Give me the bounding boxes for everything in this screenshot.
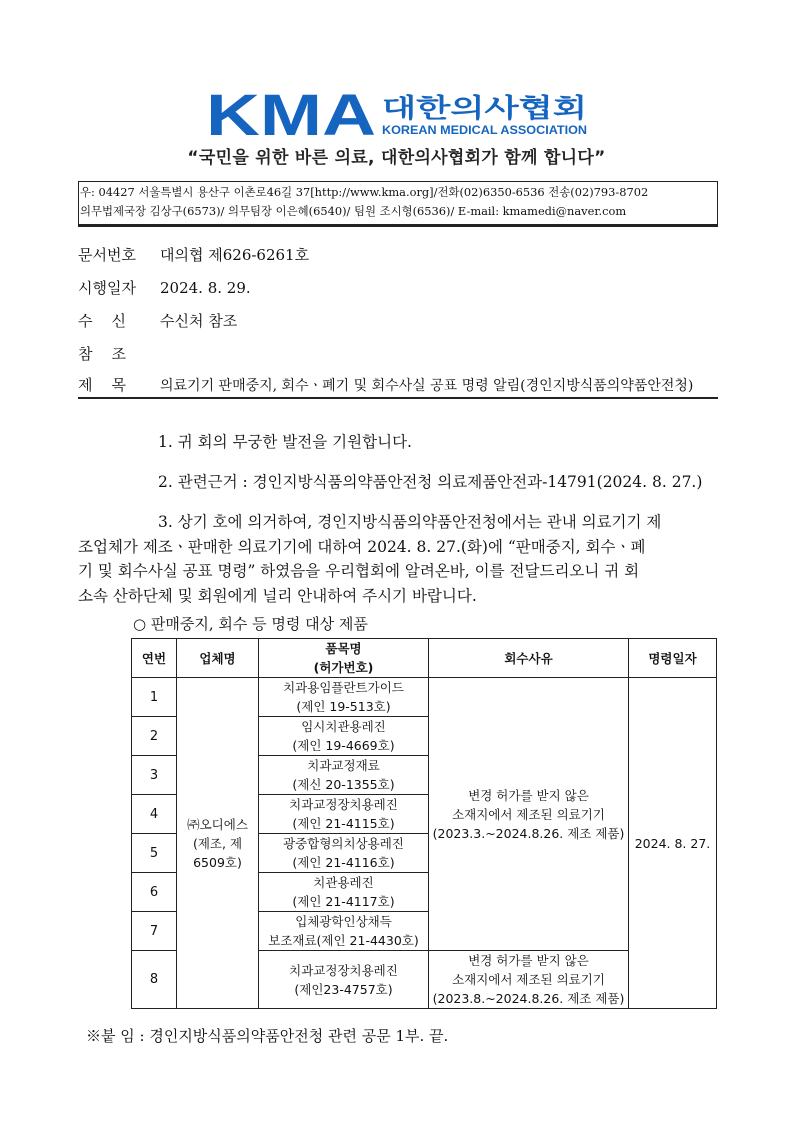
reference-label: 참 조 [78, 345, 127, 363]
recipient-row [78, 310, 237, 331]
address-box [78, 181, 718, 227]
header-product-permit: (허가번호) [313, 660, 374, 675]
order-date-cell: 2024. 8. 27. [629, 678, 717, 1009]
doc-number-row [78, 244, 309, 265]
row-number: 4 [132, 795, 177, 834]
reason-line: (2023.3.~2024.8.26. 제조 제품) [432, 825, 625, 841]
reason-line: 소재지에서 제조된 의료기기 [452, 806, 605, 822]
product-cell [259, 678, 429, 717]
reason-cell [429, 678, 629, 951]
product-cell [259, 795, 429, 834]
row-number: 8 [132, 951, 177, 1009]
address-line-1: 우: 04427 서울특별시 용산구 이촌로46길 37[http://www.kma.org]/전화(02)6350-6536 전송(02)793-8702 [80, 185, 649, 199]
issue-date-label: 시행일자 [78, 279, 136, 297]
product-permit: 보조재료(제인 21-4430호) [268, 933, 419, 948]
reason-line: 소재지에서 제조된 의료기기 [452, 972, 605, 987]
reason-line: (2023.8.~2024.8.26. 제조 제품) [432, 991, 625, 1006]
row-number: 5 [132, 834, 177, 873]
row-number: 7 [132, 912, 177, 951]
product-permit: (제인 21-4117호) [292, 894, 395, 909]
header-product [259, 639, 429, 678]
paragraph-3-line: 기 및 회수사실 공표 명령” 하였음을 우리협회에 알려온바, 이를 전달드리오니 귀 회 [78, 562, 640, 580]
reason-cell [429, 951, 629, 1009]
reason-line: 변경 허가를 받지 않은 [468, 953, 589, 968]
header-date: 명령일자 [629, 639, 717, 678]
paragraph-3-line: 3. 상기 호에 의거하여, 경인지방식품의약품안전청에서는 관내 의료기기 제 [158, 513, 662, 531]
product-permit: (제인 19-4669호) [292, 738, 395, 753]
subject-value: 의료기기 판매중지, 회수ㆍ폐기 및 회수사실 공표 명령 알림(경인지방식품의약품안전청) [160, 378, 694, 394]
product-permit: (제인23-4757호) [294, 981, 393, 997]
reason-line: 변경 허가를 받지 않은 [468, 787, 589, 803]
product-permit: (제인 21-4115호) [292, 816, 395, 831]
product-name: 치과교정재료 [307, 758, 380, 773]
kma-logo-graphic [206, 90, 591, 138]
subject-label: 제 목 [78, 376, 127, 394]
company-permit-line1: (제조, 제 [192, 835, 243, 851]
logo-name-en: KOREAN MEDICAL ASSOCIATION [382, 123, 587, 137]
product-name: 치관용레진 [313, 875, 374, 890]
company-name: ㈜오디에스 [187, 816, 248, 832]
product-name: 치과교정장치용레진 [289, 797, 398, 812]
address-line-2: 의무법제국장 김상구(6573)/ 의무팀장 이은혜(6540)/ 팀원 조시형(6536)/ E-mail: kmamedi@naver.com [80, 204, 627, 218]
recall-table [131, 638, 717, 1009]
doc-number-value: 대의협 제626-6261호 [160, 246, 310, 264]
subject-row [78, 374, 693, 395]
reference-row [78, 343, 160, 364]
paragraph-1: 1. 귀 회의 무궁한 발전을 기원합니다. [158, 433, 412, 451]
header-reason: 회수사유 [429, 639, 629, 678]
product-name: 임시치관용레진 [301, 719, 386, 734]
doc-number-label: 문서번호 [78, 246, 136, 264]
product-permit: (제신 20-1355호) [292, 777, 395, 792]
product-name: 입체광학인상채득 [295, 914, 392, 929]
company-cell [177, 678, 259, 1009]
recipient-value: 수신처 참조 [160, 312, 238, 330]
product-cell [259, 834, 429, 873]
product-cell [259, 912, 429, 951]
product-cell [259, 717, 429, 756]
product-name: 치과교정장치용레진 [289, 962, 398, 978]
row-number: 6 [132, 873, 177, 912]
product-permit: (제인 19-513호) [296, 699, 391, 714]
header-product-name: 품목명 [325, 641, 362, 656]
table-header-row [132, 639, 717, 678]
table-subheading: ○ 판매중지, 회수 등 명령 대상 제품 [133, 615, 368, 633]
slogan: “국민을 위한 바른 의료, 대한의사협회가 함께 합니다” [187, 148, 606, 168]
product-cell [259, 756, 429, 795]
logo-mark-text: KMA [206, 90, 376, 138]
company-permit-line2: 6509호) [193, 854, 242, 870]
table-row [132, 678, 717, 717]
subject-divider [78, 397, 718, 399]
header-no: 연번 [132, 639, 177, 678]
issue-date-value: 2024. 8. 29. [160, 279, 251, 297]
paragraph-2: 2. 관련근거 : 경인지방식품의약품안전청 의료제품안전과-14791(2024. 8. 27.) [158, 473, 703, 491]
attachment-note: ※붙 임 : 경인지방식품의약품안전청 관련 공문 1부. 끝. [86, 1027, 449, 1045]
product-cell [259, 951, 429, 1009]
product-cell [259, 873, 429, 912]
row-number: 2 [132, 717, 177, 756]
paragraph-3-line: 조업체가 제조ㆍ판매한 의료기기에 대하여 2024. 8. 27.(화)에 “판매중지, 회수ㆍ폐 [78, 537, 646, 556]
kma-logo [206, 90, 591, 138]
row-number: 1 [132, 678, 177, 717]
product-name: 광중합형의치상용레진 [283, 836, 404, 851]
paragraph-3 [78, 510, 718, 608]
header-company: 업체명 [177, 639, 259, 678]
logo-name-ko: 대한의사협회 [382, 94, 533, 124]
issue-date-row [78, 277, 251, 298]
product-permit: (제인 21-4116호) [292, 855, 395, 870]
recipient-label: 수 신 [78, 312, 127, 330]
row-number: 3 [132, 756, 177, 795]
product-name: 치과용임플란트가이드 [283, 680, 404, 695]
paragraph-3-line: 소속 산하단체 및 회원에게 널리 안내하여 주시기 바랍니다. [78, 586, 477, 605]
